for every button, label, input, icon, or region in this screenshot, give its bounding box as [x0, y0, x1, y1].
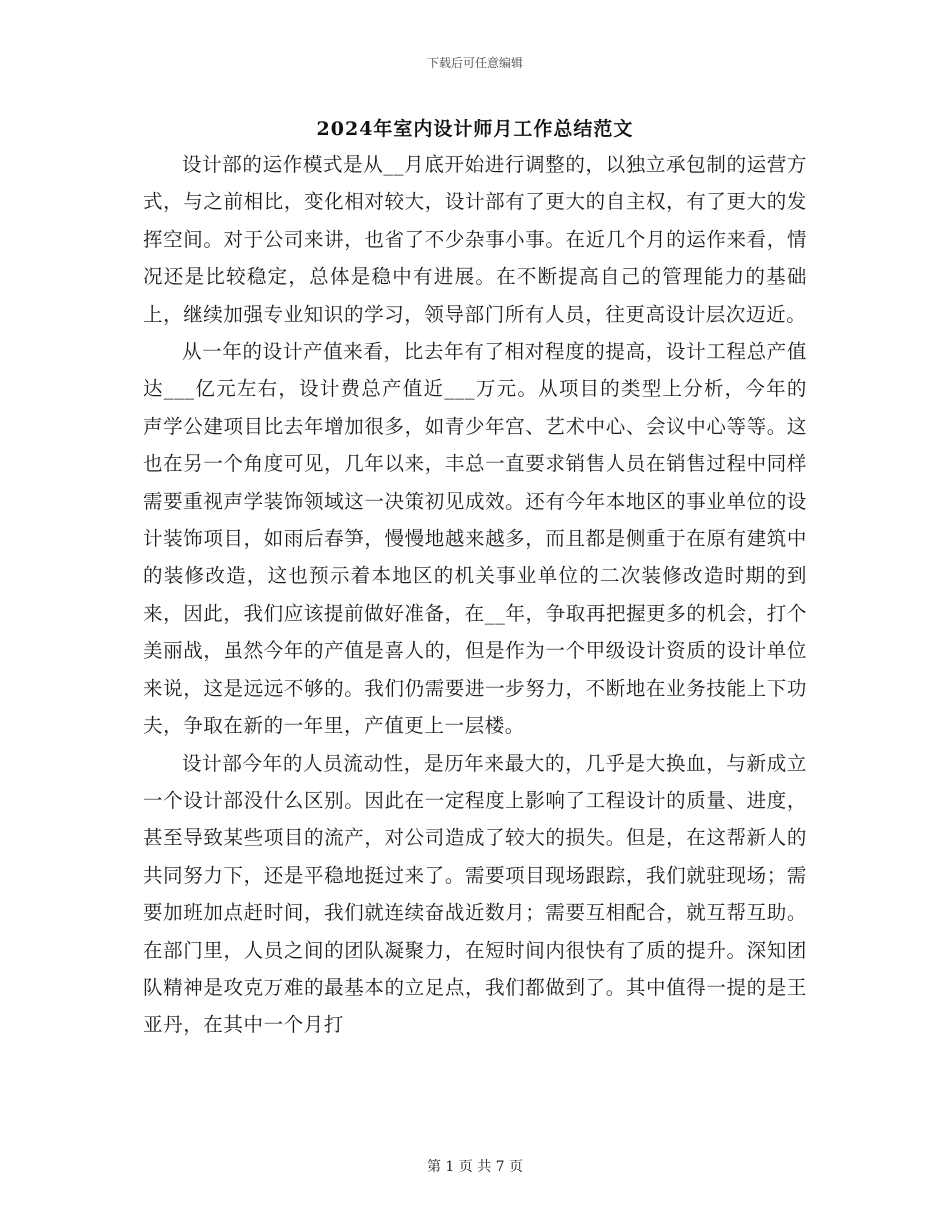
- paragraph-2: 从一年的设计产值来看，比去年有了相对程度的提高，设计工程总产值达___亿元左右，设计费总产值近___万元。从项目的类型上分析，今年的声学公建项目比去年增加很多，如青少年宫、艺术中心、会议中心等等。这也在另一个角度可见，几年以来，丰总一直要求销售人员在销售过程中同样需要重视声学装饰领域这一决策初见成效。还有今年本地区的事业单位的设计装饰项目，如雨后春笋，慢慢地越来越多，而且都是侧重于在原有建筑中的装修改造，这也预示着本地区的机关事业单位的二次装修改造时期的到来，因此，我们应该提前做好准备，在__年，争取再把握更多的机会，打个美丽战，虽然今年的产值是喜人的，但是作为一个甲级设计资质的设计单位来说，这是远远不够的。我们仍需要进一步努力，不断地在业务技能上下功夫，争取在新的一年里，产值更上一层楼。: [143, 340, 807, 738]
- paragraph-1: 设计部的运作模式是从__月底开始进行调整的，以独立承包制的运营方式，与之前相比，变化相对较大，设计部有了更大的自主权，有了更大的发挥空间。对于公司来讲，也省了不少杂事小事。在近几个月的运作来看，情况还是比较稳定，总体是稳中有进展。在不断提高自己的管理能力的基础上，继续加强专业知识的学习，领导部门所有人员，往更高设计层次迈近。: [143, 153, 807, 326]
- document-title: 2024年室内设计师月工作总结范文: [316, 118, 634, 140]
- document-body: [143, 146, 807, 1044]
- header-note: 下载后可任意编辑: [426, 56, 523, 70]
- paragraph-3: 设计部今年的人员流动性，是历年来最大的，几乎是大换血，与新成立一个设计部没什么区别。因此在一定程度上影响了工程设计的质量、进度，甚至导致某些项目的流产，对公司造成了较大的损失。但是，在这帮新人的共同努力下，还是平稳地挺过来了。需要项目现场跟踪，我们就驻现场；需要加班加点赶时间，我们就连续奋战近数月；需要互相配合，就互帮互助。在部门里，人员之间的团队凝聚力，在短时间内很快有了质的提升。深知团队精神是攻克万难的最基本的立足点，我们都做到了。其中值得一提的是王亚丹，在其中一个月打: [143, 751, 807, 1037]
- page-footer: 第 1 页 共 7 页: [426, 1159, 524, 1175]
